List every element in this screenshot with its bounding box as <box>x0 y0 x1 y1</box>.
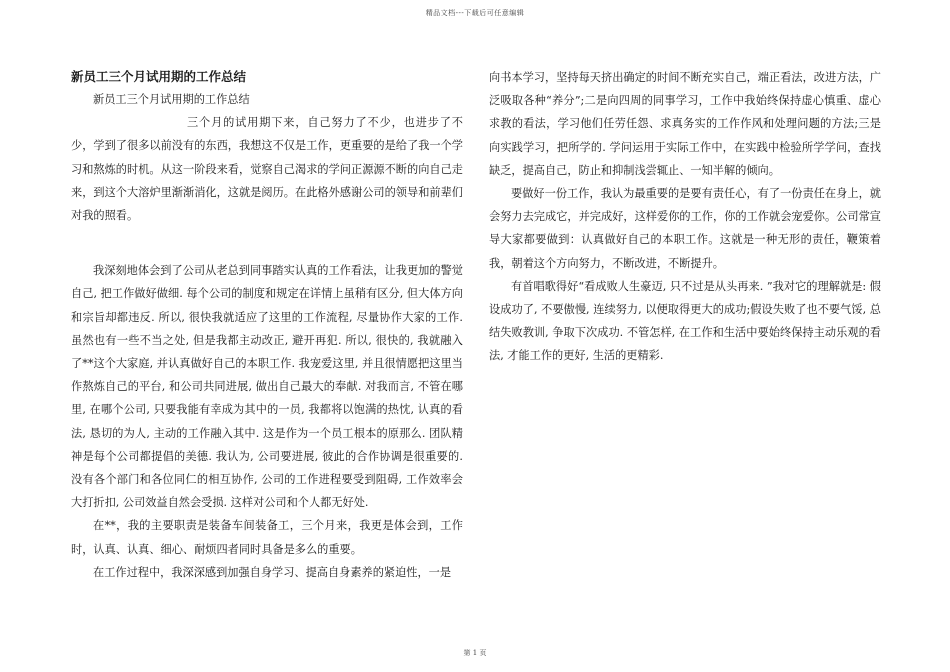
document-subtitle: 新员工三个月试用期的工作总结 <box>93 93 250 106</box>
paragraph-6: 要做好一份工作，我认为最重要的是要有责任心，有了一份责任在身上，就会努力去完成它，并完成好，这样爱你的工作，你的工作就会宠爱你。公司常宣导大家都要做到：认真做好自己的本职工作。这就是一种无形的责任，鞭策着我，朝着这个方向努力，不断改进，不断提升。 <box>489 187 881 270</box>
page-header: 精品文档---下载后可任意编辑 <box>425 9 525 17</box>
paragraph-3: 在**，我的主要职责是装备车间装备工，三个月来，我更是体会到，工作时，认真、认真、细心、耐烦四者同时具备是多么的重要。 <box>71 519 463 556</box>
right-column <box>489 66 881 368</box>
page-footer: 第 1 页 <box>463 649 487 657</box>
blank-line <box>71 227 463 251</box>
paragraph-2: 我深刻地体会到了公司从老总到同事踏实认真的工作看法，让我更加的警觉自己, 把工作做好做细. 每个公司的制度和规定在详情上虽稍有区分, 但大体方向和宗旨却都违反. 所以, 很快我就适应了这里的工作流程, 尽量协作大家的工作. 虽然也有一些不当之处, 但是我都主动改正, 避开再犯. 所以, 很快的, 我就融入了**这个大家庭, 并认真做好自己的本职工作. 我宠爱这里, 并且很情愿把这里当作熬炼自己的平台, 和公司共同进展, 做出自己最大的奉献. 对我而言, 不管在哪里, 在哪个公司, 只要我能有幸成为其中的一员, 我都将以饱满的热忱, 认真的看法, 恳切的为人, 主动的工作融入其中. 这是作为一个员工根本的原那么. 团队精神是每个公司都提倡的美德. 我认为, 公司要进展, 彼此的合作协调是很重要的. 没有各个部门和各位同仁的相互协作, 公司的工作进程要受到阻碍, 工作效率会大打折扣, 公司效益自然会受损. 这样对公司和个人都无好处. <box>71 264 463 510</box>
paragraph-5: 向书本学习，坚持每天挤出确定的时间不断充实自己，端正看法，改进方法，广泛吸取各种“养分”;二是向四周的同事学习，工作中我始终保持虚心慎重、虚心求教的看法，学习他们任劳任怨、求真务实的工作作风和处理问题的方法;三是向实践学习，把所学的. 学问运用于实际工作中，在实践中检验所学学问，查找缺乏，提高自己，防止和抑制浅尝辄止、一知半解的倾向。 <box>489 71 881 177</box>
left-column <box>71 66 463 584</box>
paragraph-7: 有首唱歌得好“看成败人生豪迈, 只不过是从头再来. ”我对它的理解就是: 假设成功了, 不要傲慢, 连续努力, 以便取得更大的成功;假设失败了也不要气馁, 总结失败教训, 争取下次成功. 不管怎样, 在工作和生活中要始终保持主动乐观的看法, 才能工作的更好, 生活的更精彩. <box>489 279 881 363</box>
paragraph-4: 在工作过程中，我深深感到加强自身学习、提高自身素养的紧迫性，一是 <box>93 565 452 579</box>
paragraph-1: 三个月的试用期下来，自己努力了不少，也进步了不少，学到了很多以前没有的东西，我想这不仅是工作，更重要的是给了我一个学习和熬炼的时机。从这一阶段来看，觉察自己渴求的学问正源源不断的向自己走来，到这个大溶炉里渐渐消化，这就是阅历。在此格外感谢公司的领导和前辈们对我的照看。 <box>71 116 463 223</box>
document-title: 新员工三个月试用期的工作总结 <box>71 69 247 84</box>
